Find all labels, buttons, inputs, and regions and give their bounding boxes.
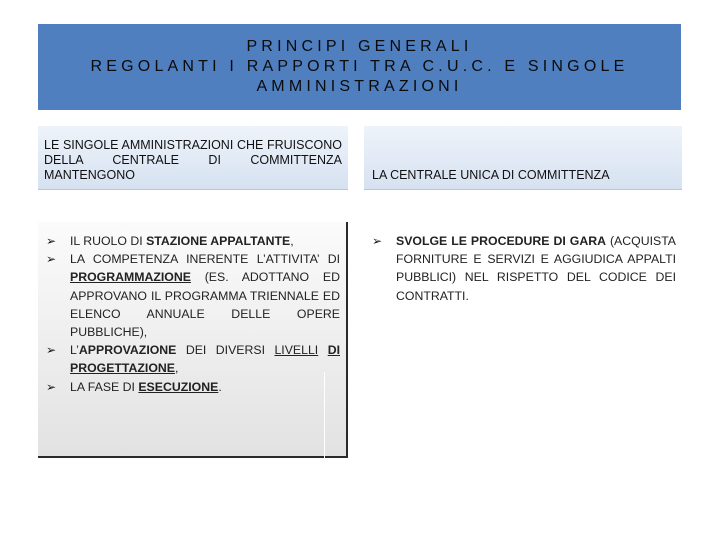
arrow-bullet-icon: ➢ (46, 234, 57, 248)
list-item (46, 341, 340, 377)
bullet-text: . (218, 379, 222, 394)
left-header-box (38, 126, 348, 190)
bullet-bold-text: SVOLGE LE PROCEDURE DI GARA (396, 234, 606, 248)
title-banner (38, 24, 681, 110)
bullet-bold-text: DI PROGETTAZIONE (70, 343, 341, 376)
right-header-text: LA CENTRALE UNICA DI COMMITTENZA (372, 168, 610, 182)
bullet-bold-text: STAZIONE APPALTANTE (146, 234, 291, 248)
arrow-bullet-icon: ➢ (372, 234, 383, 248)
bullet-text: LA FASE DI (70, 379, 139, 394)
list-item (46, 250, 340, 341)
list-item (372, 232, 676, 305)
bullet-text: , (174, 361, 179, 376)
right-body-box (364, 222, 682, 458)
arrow-bullet-icon: ➢ (46, 379, 57, 394)
bullet-text: , (290, 234, 294, 248)
bullet-text: IL RUOLO DI (70, 234, 147, 248)
bullet-text: (ES. ADOTTANO ED APPROVANO IL PROGRAMMA TRIENNALE ED ELENCO ANNUALE DELLE OPERE PUBBLICHE), (70, 270, 340, 340)
left-bullet-list (38, 222, 346, 396)
arrow-bullet-icon: ➢ (46, 252, 57, 267)
right-header-box (364, 126, 682, 190)
bullet-bold-text: ESECUZIONE (138, 379, 219, 394)
right-bullet-list (364, 222, 682, 305)
bullet-text: L’ (70, 343, 79, 358)
bullet-text: DEI DIVERSI (176, 343, 275, 358)
title-line-2: REGOLANTI I RAPPORTI TRA C.U.C. E SINGOLE (90, 58, 629, 75)
arrow-bullet-icon: ➢ (46, 343, 57, 358)
list-item (46, 378, 340, 396)
divider (324, 372, 325, 458)
left-header-text: LE SINGOLE AMMINISTRAZIONI CHE FRUISCONO DELLA CENTRALE DI COMMITTENZA MANTENGONO (44, 138, 342, 182)
bullet-text: LA COMPETENZA INERENTE L’ATTIVITA’ DI (70, 252, 340, 267)
bullet-text: (ACQUISTA FORNITURE E SERVIZI E AGGIUDICA APPALTI PUBBLICI) NEL RISPETTO DEL CODICE DEI CONTRATTI. (396, 234, 676, 303)
title-line-3: AMMINISTRAZIONI (256, 78, 463, 95)
bullet-bold-text: PROGRAMMAZIONE (70, 270, 191, 285)
list-item (46, 232, 340, 250)
left-body-box (38, 222, 348, 458)
bullet-underlined-text: LIVELLI (274, 343, 319, 358)
title-line-1: PRINCIPI GENERALI (246, 38, 473, 55)
bullet-bold-text: APPROVAZIONE (78, 343, 177, 358)
